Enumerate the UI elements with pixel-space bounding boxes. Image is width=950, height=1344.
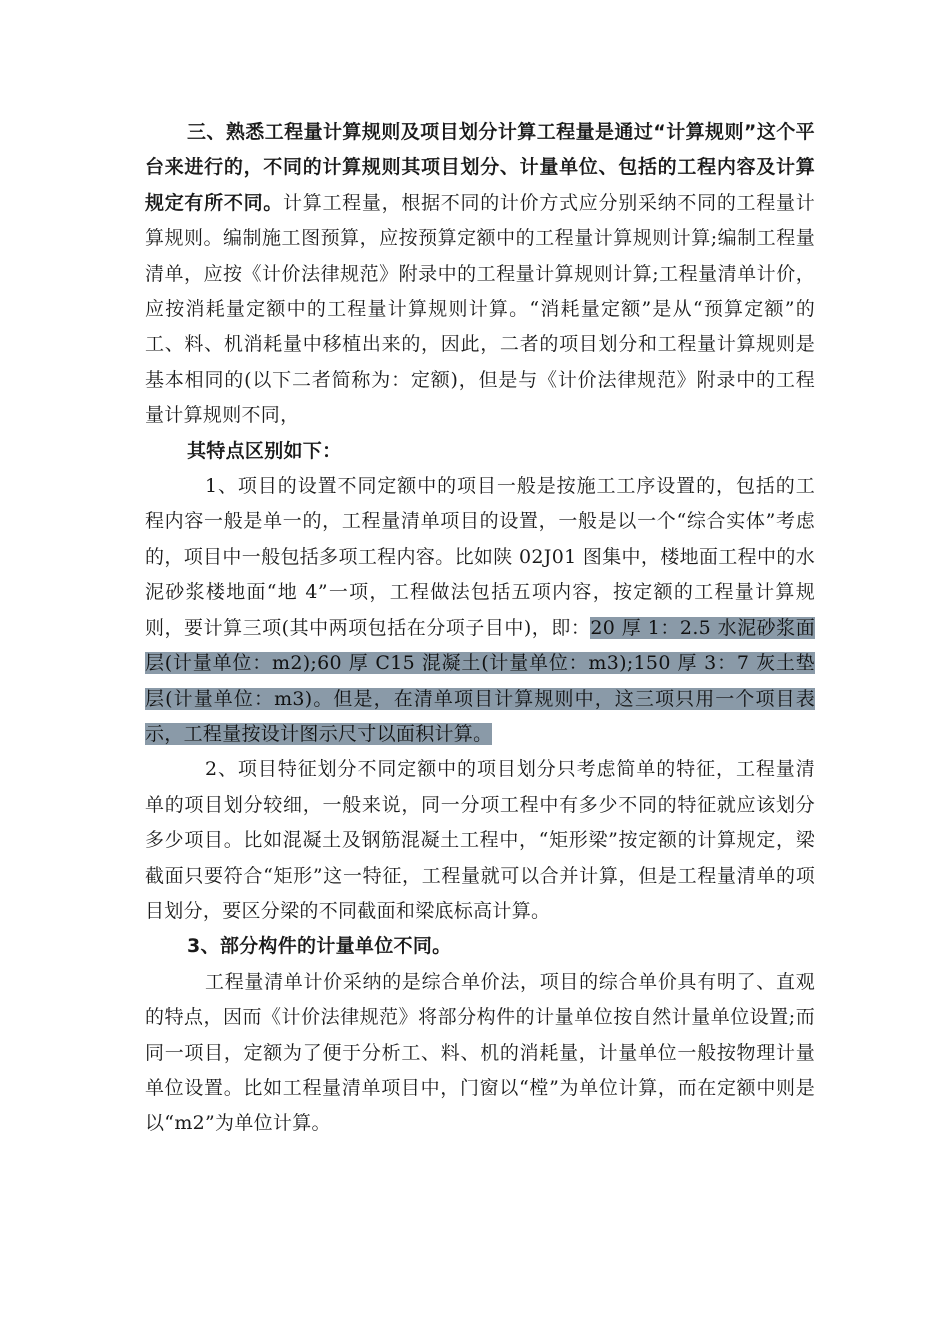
document-page	[145, 115, 815, 1142]
item-2-paragraph: 2、项目特征划分不同定额中的项目划分只考虑简单的特征，工程量清单的项目划分较细，一般来说，同一分项工程中有多少不同的特征就应该划分多少项目。比如混凝土及钢筋混凝土工程中，“矩形梁”按定额的计算规定，梁截面只要符合“矩形”这一特征，工程量就可以合并计算，但是工程量清单的项目划分，要区分梁的不同截面和梁底标高计算。	[145, 758, 815, 922]
section-3-body: 计算工程量，根据不同的计价方式应分别采纳不同的工程量计算规则。编制施工图预算，应按预算定额中的工程量计算规则计算;编制工程量清单，应按《计价法律规范》附录中的工程量计算规则计算;工程量清单计价，应按消耗量定额中的工程量计算规则计算。“消耗量定额”是从“预算定额”的工、料、机消耗量中移植出来的，因此，二者的项目划分和工程量计算规则是基本相同的(以下二者简称为：定额)，但是与《计价法律规范》附录中的工程量计算规则不同，	[145, 191, 815, 427]
section-3-paragraph	[145, 115, 815, 434]
item-1-paragraph	[145, 469, 815, 752]
item-3-body: 工程量清单计价采纳的是综合单价法，项目的综合单价具有明了、直观的特点，因而《计价法律规范》将部分构件的计量单位按自然计量单位设置;而同一项目，定额为了便于分析工、料、机的消耗量，计量单位一般按物理计量单位设置。比如工程量清单项目中，门窗以“樘”为单位计算，而在定额中则是以“m2”为单位计算。	[145, 970, 815, 1135]
features-heading: 其特点区别如下：	[187, 439, 342, 462]
item-3-heading: 3、部分构件的计量单位不同。	[187, 935, 452, 958]
item-1-highlight: 20 厚 1：2.5 水泥砂浆面层(计量单位：m2);60 厚 C15 混凝土(计量单位：m3);150 厚 3：7 灰土垫层(计量单位：m3)。但是，在清单项目计算规则中，这三项只用一个项目表示，工程量按设计图示尺寸以面积计算。	[145, 616, 815, 745]
item-1-text: 1、项目的设置不同定额中的项目一般是按施工工序设置的，包括的工程内容一般是单一的，工程量清单项目的设置，一般是以一个“综合实体”考虑的，项目中一般包括多项工程内容。比如陕 02J01 图集中，楼地面工程中的水泥砂浆楼地面“地 4”一项，工程做法包括五项内容，按定额的工程量计算规则，要计算三项(其中两项包括在分项子目中)，即：	[145, 475, 815, 639]
section-3-heading: 三、熟悉工程量计算规则及项目划分计算工程量是通过“计算规则”这个平台来进行的，不同的计算规则其项目划分、计量单位、包括的工程内容及计算规定有所不同。	[145, 121, 815, 214]
